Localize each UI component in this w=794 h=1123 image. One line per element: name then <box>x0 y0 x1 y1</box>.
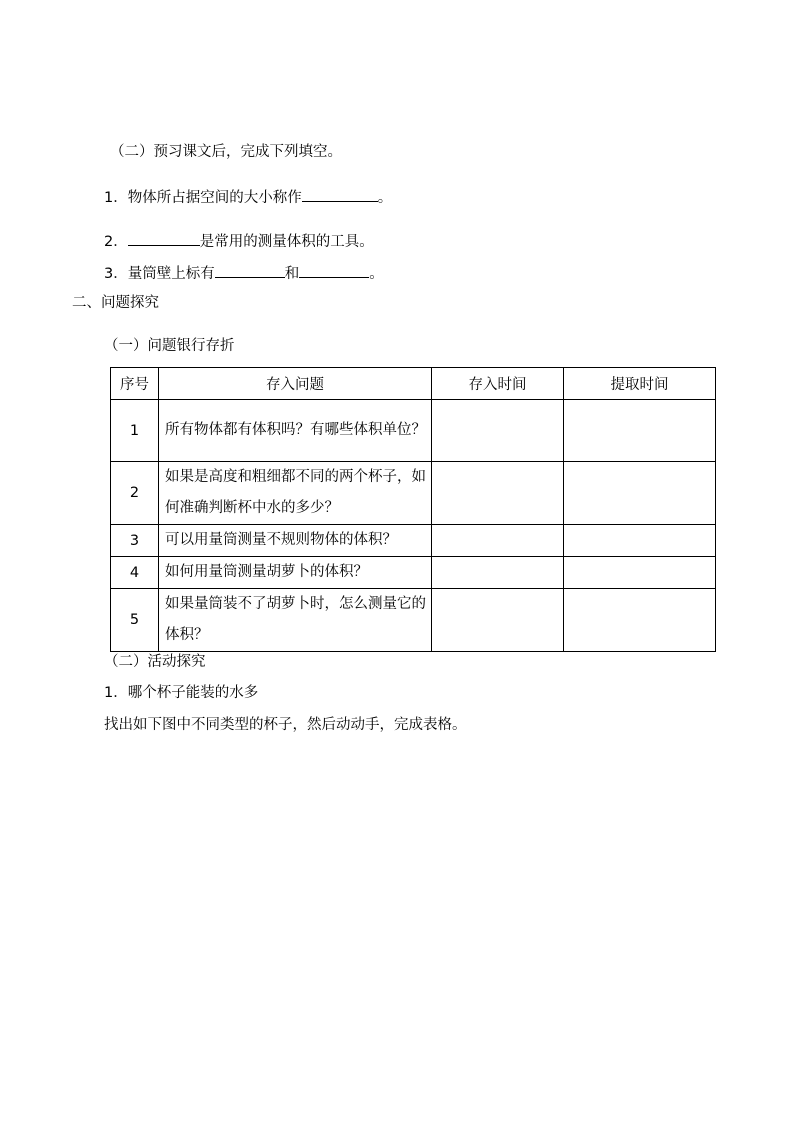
row-withdraw-time-cell[interactable] <box>564 525 716 557</box>
row-number: 5 <box>111 589 159 652</box>
header-question: 存入问题 <box>159 368 432 400</box>
row-withdraw-time-cell[interactable] <box>564 462 716 525</box>
table-row <box>111 589 716 652</box>
activity-heading: （二）活动探究 <box>104 654 206 670</box>
row-question: 所有物体都有体积吗？有哪些体积单位？ <box>159 400 432 462</box>
header-seq: 序号 <box>111 368 159 400</box>
row-question: 如果是高度和粗细都不同的两个杯子，如何准确判断杯中水的多少？ <box>159 462 432 525</box>
row-withdraw-time-cell[interactable] <box>564 557 716 589</box>
row-question: 如果量筒装不了胡萝卜时，怎么测量它的体积？ <box>159 589 432 652</box>
row-deposit-time-cell[interactable] <box>432 557 564 589</box>
fill-blank-3a[interactable] <box>215 262 285 278</box>
question-bank-table <box>110 367 716 652</box>
question-bank-heading: （一）问题银行存折 <box>104 338 235 354</box>
table-row <box>111 525 716 557</box>
prep-section-heading: （二）预习课文后，完成下列填空。 <box>110 144 342 160</box>
header-deposit-time: 存入时间 <box>432 368 564 400</box>
activity-instruction: 找出如下图中不同类型的杯子，然后动动手，完成表格。 <box>104 717 467 733</box>
fill-blank-3b[interactable] <box>299 262 369 278</box>
table-row <box>111 462 716 525</box>
row-deposit-time-cell[interactable] <box>432 462 564 525</box>
table-row <box>111 557 716 589</box>
row-deposit-time-cell[interactable] <box>432 589 564 652</box>
fill-blank-1[interactable] <box>302 186 378 202</box>
fill-blank-item-1 <box>104 186 392 208</box>
header-withdraw-time: 提取时间 <box>564 368 716 400</box>
row-number: 2 <box>111 462 159 525</box>
row-number: 1 <box>111 400 159 462</box>
fill-blank-item-3-text: 3．量筒壁上标有 <box>104 266 215 282</box>
activity-item-1: 1．哪个杯子能装的水多 <box>104 685 259 701</box>
fill-blank-item-1-text: 1．物体所占据空间的大小称作 <box>104 190 302 206</box>
fill-blank-item-3 <box>104 262 384 284</box>
row-deposit-time-cell[interactable] <box>432 400 564 462</box>
fill-blank-2[interactable] <box>128 230 200 246</box>
fill-blank-item-3-end: 。 <box>369 266 384 282</box>
fill-blank-item-2-text: 是常用的测量体积的工具。 <box>199 234 374 250</box>
fill-blank-item-3-and: 和 <box>284 266 300 282</box>
row-number: 3 <box>111 525 159 557</box>
row-question: 可以用量筒测量不规则物体的体积？ <box>159 525 432 557</box>
fill-blank-item-1-end: 。 <box>377 190 393 206</box>
table-header-row <box>111 368 716 400</box>
fill-blank-item-2 <box>104 230 374 252</box>
row-withdraw-time-cell[interactable] <box>564 589 716 652</box>
row-withdraw-time-cell[interactable] <box>564 400 716 462</box>
inquiry-section-heading: 二、问题探究 <box>72 295 159 311</box>
row-question: 如何用量筒测量胡萝卜的体积？ <box>159 557 432 589</box>
row-number: 4 <box>111 557 159 589</box>
fill-blank-item-2-number: 2． <box>104 234 128 250</box>
row-deposit-time-cell[interactable] <box>432 525 564 557</box>
table-row <box>111 400 716 462</box>
